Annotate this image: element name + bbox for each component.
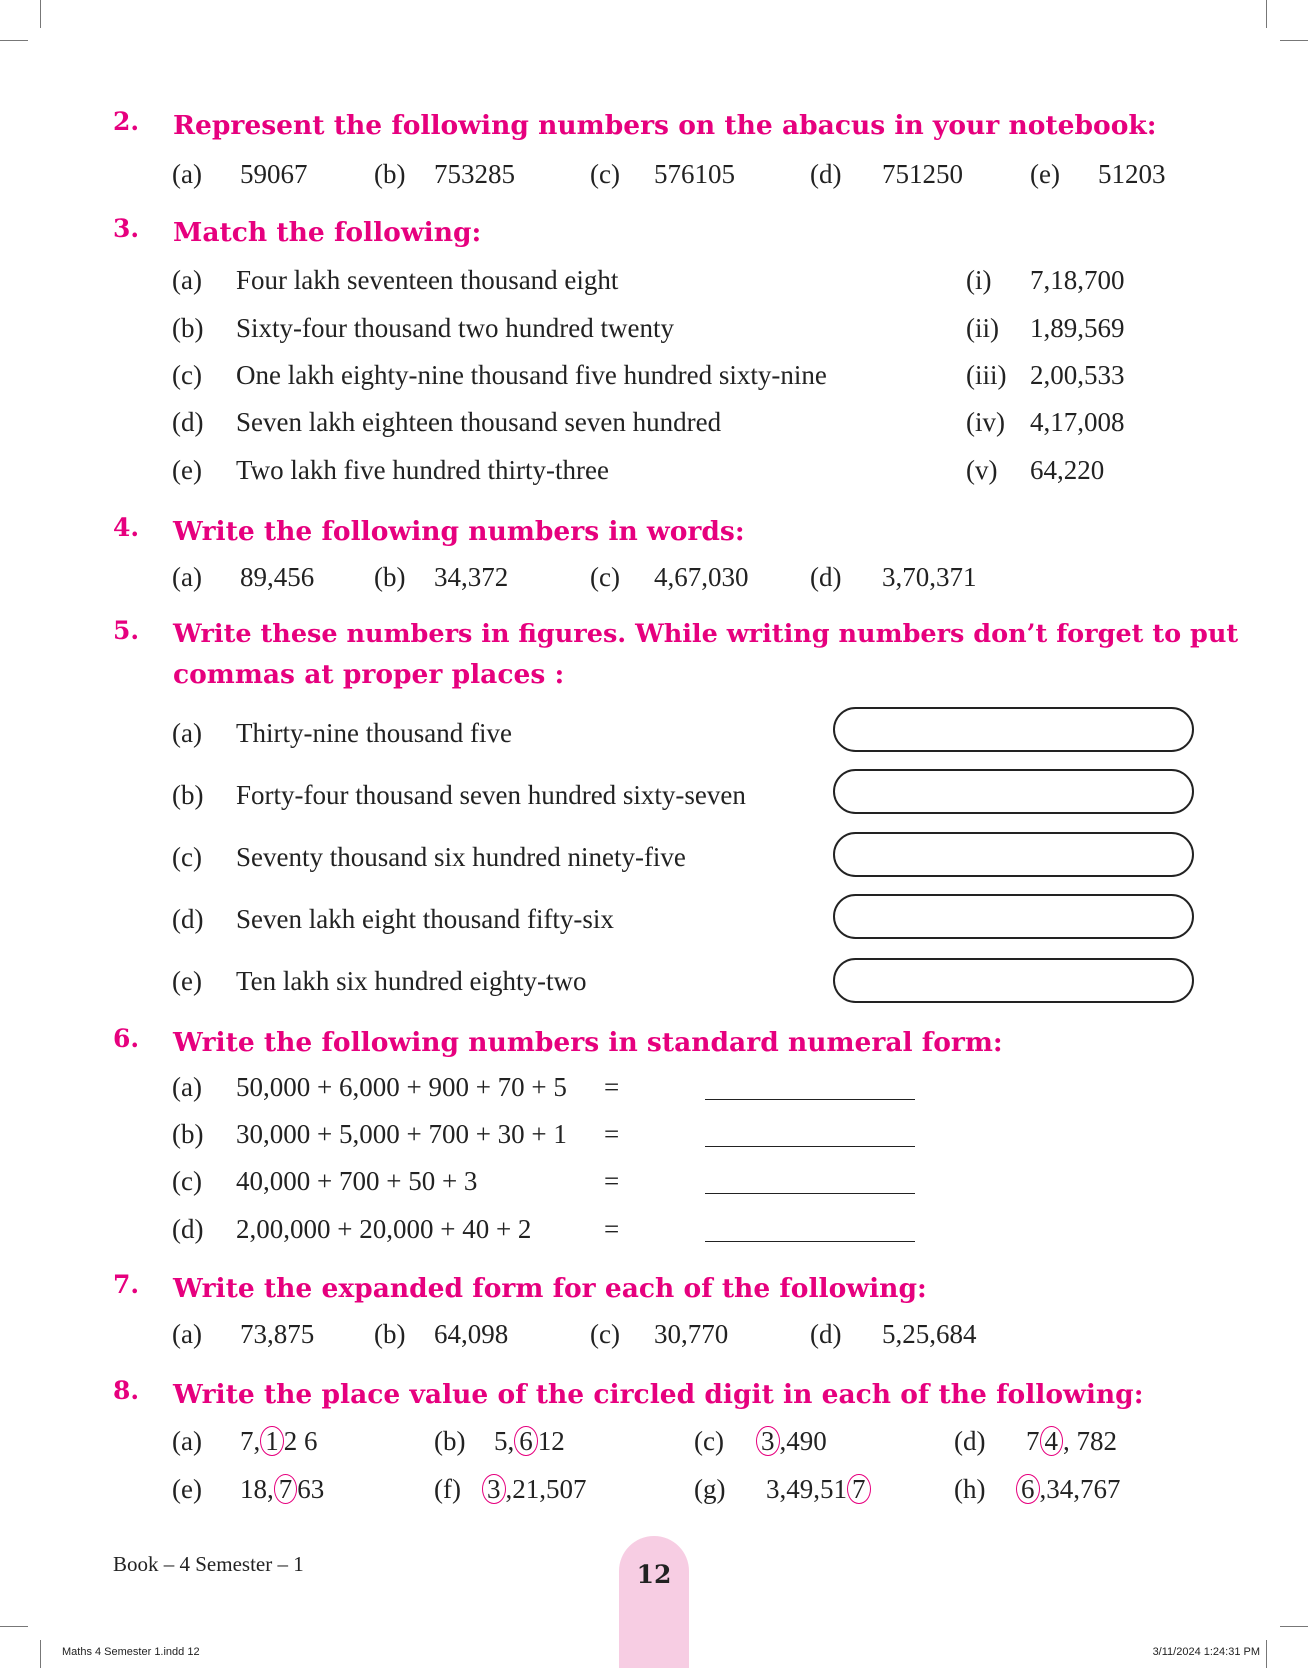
q8-number-g: 3,49,51 7: [766, 1473, 871, 1505]
q3-rlabel-i: (i): [966, 265, 992, 295]
q6-label-c: (c): [172, 1166, 202, 1196]
q3-rvalue-iii: 2,00,533: [1030, 360, 1125, 390]
circled-digit: 3: [756, 1426, 780, 1456]
footer-book-semester: Book – 4 Semester – 1: [113, 1552, 304, 1576]
q6-answer-line-b[interactable]: [705, 1146, 915, 1147]
circled-digit: 7: [847, 1474, 871, 1504]
crop-mark: [0, 40, 28, 41]
q3-label-e: (e): [172, 455, 202, 485]
q4-label-c: (c): [590, 562, 620, 592]
q6-expr-a: 50,000 + 6,000 + 900 + 70 + 5: [236, 1072, 567, 1102]
q8-label-d: (d): [954, 1426, 986, 1456]
q8-label-b: (b): [434, 1426, 466, 1456]
slug-file-name: Maths 4 Semester 1.indd 12: [62, 1646, 200, 1658]
q8-label-e: (e): [172, 1474, 202, 1504]
crop-mark: [1280, 1626, 1308, 1627]
q3-text-c: One lakh eighty-nine thousand five hundred sixty-nine: [236, 360, 827, 390]
question-5-title-line2: commas at proper places :: [173, 659, 565, 690]
q6-equals-a: =: [604, 1072, 620, 1102]
q6-answer-line-c[interactable]: [705, 1193, 915, 1194]
q6-label-b: (b): [172, 1119, 204, 1149]
q3-label-d: (d): [172, 407, 204, 437]
q5-answer-box-e[interactable]: [833, 958, 1194, 1003]
q4-value-c: 4,67,030: [654, 562, 749, 592]
question-6-number: 6.: [113, 1024, 140, 1053]
q2-label-c: (c): [590, 159, 620, 189]
q5-label-b: (b): [172, 780, 204, 810]
q7-value-a: 73,875: [240, 1319, 315, 1349]
q5-answer-box-b[interactable]: [833, 769, 1194, 814]
q3-rvalue-i: 7,18,700: [1030, 265, 1125, 295]
q2-label-e: (e): [1030, 159, 1060, 189]
q8-number-b: 5, 6 12: [494, 1426, 565, 1456]
q4-label-a: (a): [172, 562, 202, 592]
circled-digit: 1: [260, 1426, 284, 1456]
q3-text-b: Sixty-four thousand two hundred twenty: [236, 313, 674, 343]
circled-digit: 3: [482, 1474, 506, 1504]
q2-value-a: 59067: [240, 159, 308, 189]
crop-mark: [40, 1640, 41, 1668]
q3-rlabel-v: (v): [966, 455, 998, 485]
q2-value-d: 751250: [882, 159, 963, 189]
q4-label-d: (d): [810, 562, 842, 592]
crop-mark: [1266, 1640, 1267, 1668]
q6-label-a: (a): [172, 1072, 202, 1102]
question-5-title-line1: Write these numbers in figures. While writing numbers don’t forget to put: [173, 619, 1239, 649]
q3-rvalue-iv: 4,17,008: [1030, 407, 1125, 437]
q8-number-f: 3 ,21,507: [482, 1473, 587, 1505]
q3-label-b: (b): [172, 313, 204, 343]
q6-equals-c: =: [604, 1166, 620, 1196]
question-2-number: 2.: [113, 107, 140, 136]
q4-value-b: 34,372: [434, 562, 509, 592]
q5-text-e: Ten lakh six hundred eighty-two: [236, 966, 587, 996]
q3-text-a: Four lakh seventeen thousand eight: [236, 265, 619, 295]
question-7-title: Write the expanded form for each of the following:: [173, 1273, 927, 1304]
q6-answer-line-a[interactable]: [705, 1099, 915, 1100]
question-3-title: Match the following:: [173, 217, 482, 248]
circled-digit: 4: [1040, 1426, 1064, 1456]
q2-value-e: 51203: [1098, 159, 1166, 189]
q5-label-a: (a): [172, 718, 202, 748]
q3-rlabel-iv: (iv): [966, 407, 1005, 437]
page-number: 12: [636, 1560, 672, 1589]
crop-mark: [1266, 0, 1267, 28]
q2-label-d: (d): [810, 159, 842, 189]
page-number-tab: [619, 1536, 689, 1668]
q8-number-e: 18, 7 63: [240, 1474, 325, 1504]
q6-expr-d: 2,00,000 + 20,000 + 40 + 2: [236, 1214, 532, 1244]
q3-rvalue-v: 64,220: [1030, 455, 1105, 485]
q5-label-e: (e): [172, 966, 202, 996]
q6-expr-b: 30,000 + 5,000 + 700 + 30 + 1: [236, 1119, 567, 1149]
q3-label-a: (a): [172, 265, 202, 295]
q3-label-c: (c): [172, 360, 202, 390]
q7-label-c: (c): [590, 1319, 620, 1349]
q8-number-a: 7, 1 2 6: [240, 1426, 318, 1456]
q8-number-d: 7 4 , 782: [1026, 1426, 1117, 1456]
q5-label-c: (c): [172, 842, 202, 872]
question-6-title: Write the following numbers in standard numeral form:: [173, 1027, 1003, 1058]
crop-mark: [40, 0, 41, 28]
q6-expr-c: 40,000 + 700 + 50 + 3: [236, 1166, 478, 1196]
q4-value-a: 89,456: [240, 562, 315, 592]
q4-label-b: (b): [374, 562, 406, 592]
q5-label-d: (d): [172, 904, 204, 934]
q3-text-e: Two lakh five hundred thirty-three: [236, 455, 609, 485]
q5-answer-box-c[interactable]: [833, 832, 1194, 877]
circled-digit: 6: [1016, 1474, 1040, 1504]
q4-value-d: 3,70,371: [882, 562, 977, 592]
q7-value-b: 64,098: [434, 1319, 509, 1349]
q7-label-d: (d): [810, 1319, 842, 1349]
q6-equals-b: =: [604, 1119, 620, 1149]
question-2-title: Represent the following numbers on the abacus in your notebook:: [173, 110, 1157, 141]
crop-mark: [1280, 40, 1308, 41]
crop-mark: [0, 1626, 28, 1627]
circled-digit: 6: [514, 1426, 538, 1456]
q8-number-h: 6 ,34,767: [1016, 1473, 1121, 1505]
q7-label-b: (b): [374, 1319, 406, 1349]
q8-label-f: (f): [434, 1474, 461, 1504]
q8-label-h: (h): [954, 1474, 986, 1504]
question-8-title: Write the place value of the circled digit in each of the following:: [173, 1379, 1144, 1410]
q2-value-b: 753285: [434, 159, 515, 189]
question-4-title: Write the following numbers in words:: [173, 516, 745, 547]
q3-rlabel-ii: (ii): [966, 313, 999, 343]
q8-label-c: (c): [694, 1426, 724, 1456]
q5-text-a: Thirty-nine thousand five: [236, 718, 512, 748]
q3-rlabel-iii: (iii): [966, 360, 1007, 390]
question-3-number: 3.: [113, 214, 140, 243]
q6-answer-line-d[interactable]: [705, 1241, 915, 1242]
q3-text-d: Seven lakh eighteen thousand seven hundred: [236, 407, 722, 437]
question-4-number: 4.: [113, 513, 140, 542]
q2-label-a: (a): [172, 159, 202, 189]
question-5-number: 5.: [113, 616, 140, 645]
question-8-number: 8.: [113, 1376, 140, 1405]
q5-answer-box-d[interactable]: [833, 894, 1194, 939]
q5-text-b: Forty-four thousand seven hundred sixty-seven: [236, 780, 746, 810]
q5-text-d: Seven lakh eight thousand fifty-six: [236, 904, 614, 934]
q8-label-g: (g): [694, 1474, 726, 1504]
q8-number-c: 3 ,490: [756, 1425, 827, 1457]
circled-digit: 7: [274, 1474, 298, 1504]
slug-date: 3/11/2024 1:24:31 PM: [1152, 1646, 1260, 1658]
q7-value-d: 5,25,684: [882, 1319, 977, 1349]
q8-label-a: (a): [172, 1426, 202, 1456]
q3-rvalue-ii: 1,89,569: [1030, 313, 1125, 343]
q6-label-d: (d): [172, 1214, 204, 1244]
q5-text-c: Seventy thousand six hundred ninety-five: [236, 842, 686, 872]
q2-label-b: (b): [374, 159, 406, 189]
q5-answer-box-a[interactable]: [833, 707, 1194, 752]
q7-label-a: (a): [172, 1319, 202, 1349]
q7-value-c: 30,770: [654, 1319, 729, 1349]
question-7-number: 7.: [113, 1270, 140, 1299]
q6-equals-d: =: [604, 1214, 620, 1244]
q2-value-c: 576105: [654, 159, 735, 189]
